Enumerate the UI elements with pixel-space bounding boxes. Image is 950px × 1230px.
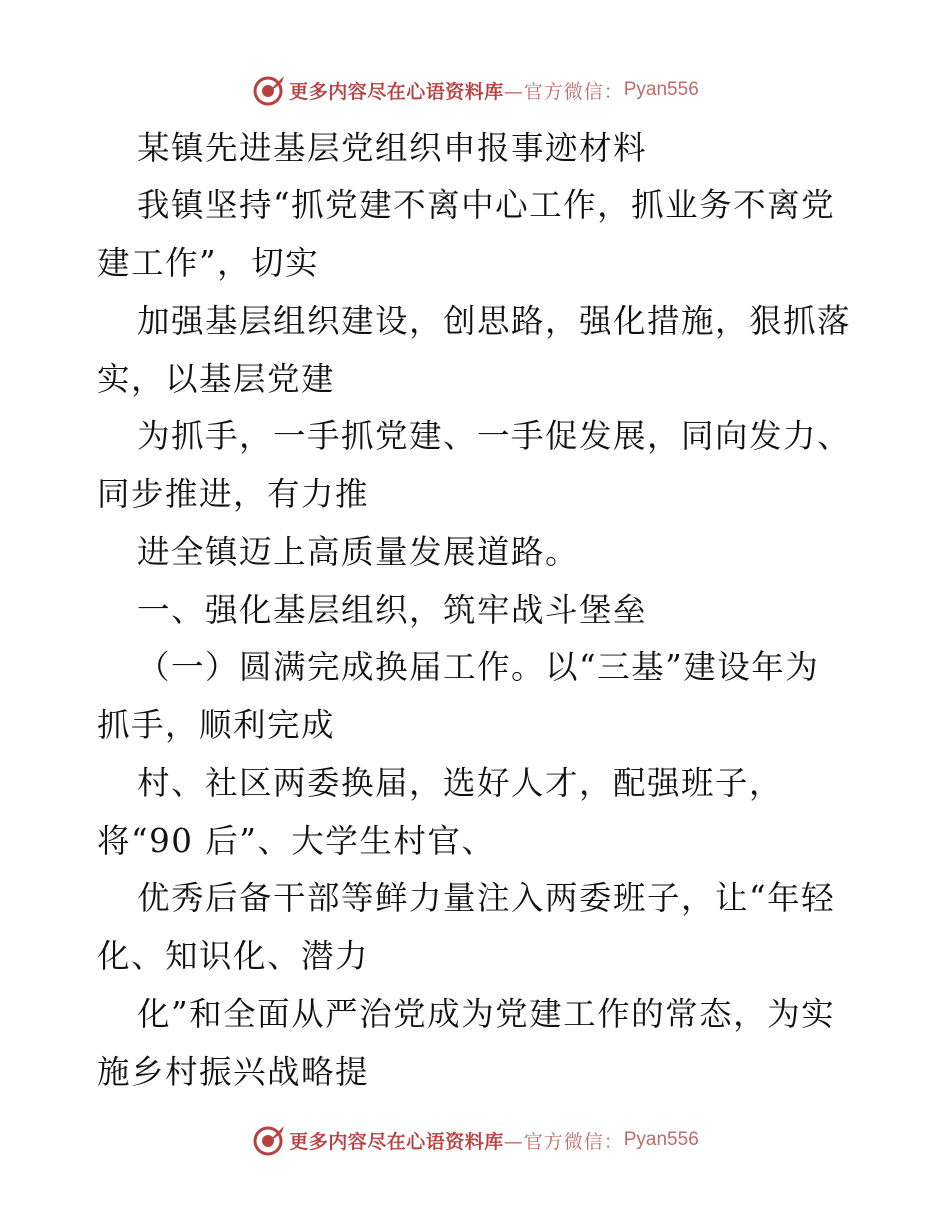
paragraph-line: 进全镇迈上高质量发展道路。 <box>137 533 580 571</box>
paragraph-line: 同步推进，有力推 <box>97 475 370 513</box>
footer-watermark <box>0 1120 950 1160</box>
document-title: 某镇先进基层党组织申报事迹材料 <box>137 129 648 167</box>
watermark-label: —官方微信： <box>503 80 624 103</box>
paragraph-line: 为抓手，一手抓党建、一手促发展，同向发力、 <box>137 417 852 455</box>
watermark-wechat-id: Pyan556 <box>623 79 699 100</box>
paragraph-line: 建工作”，切实 <box>97 244 320 282</box>
quill-pen-logo-icon <box>251 72 287 108</box>
paragraph-line: 加强基层组织建设，创思路，强化措施，狠抓落 <box>137 302 852 340</box>
watermark-brand: 更多内容尽在心语资料库 <box>289 1130 504 1153</box>
header-watermark <box>0 70 950 110</box>
paragraph-line: 施乡村振兴战略提 <box>97 1053 370 1091</box>
paragraph-line: 抓手，顺利完成 <box>97 706 336 744</box>
watermark-wechat-id: Pyan556 <box>623 1129 699 1150</box>
paragraph-line: 化、知识化、潜力 <box>97 937 370 975</box>
paragraph-line: （一）圆满完成换届工作。以“三基”建设年为 <box>137 648 820 686</box>
paragraph-line: 化”和全面从严治党成为党建工作的常态，为实 <box>137 995 836 1033</box>
paragraph-line: 实，以基层党建 <box>97 360 336 398</box>
section-heading: 一、强化基层组织，筑牢战斗堡垒 <box>137 591 648 629</box>
paragraph-line: 将“90 后”、大学生村官、 <box>97 822 496 860</box>
paragraph-line: 我镇坚持“抓党建不离中心工作，抓业务不离党 <box>137 186 836 224</box>
paragraph-line: 村、社区两委换届，选好人才，配强班子， <box>137 764 784 802</box>
watermark-label: —官方微信： <box>503 1130 624 1153</box>
quill-pen-logo-icon <box>251 1122 287 1158</box>
paragraph-line: 优秀后备干部等鲜力量注入两委班子，让“年轻 <box>137 879 836 917</box>
watermark-brand: 更多内容尽在心语资料库 <box>289 80 504 103</box>
